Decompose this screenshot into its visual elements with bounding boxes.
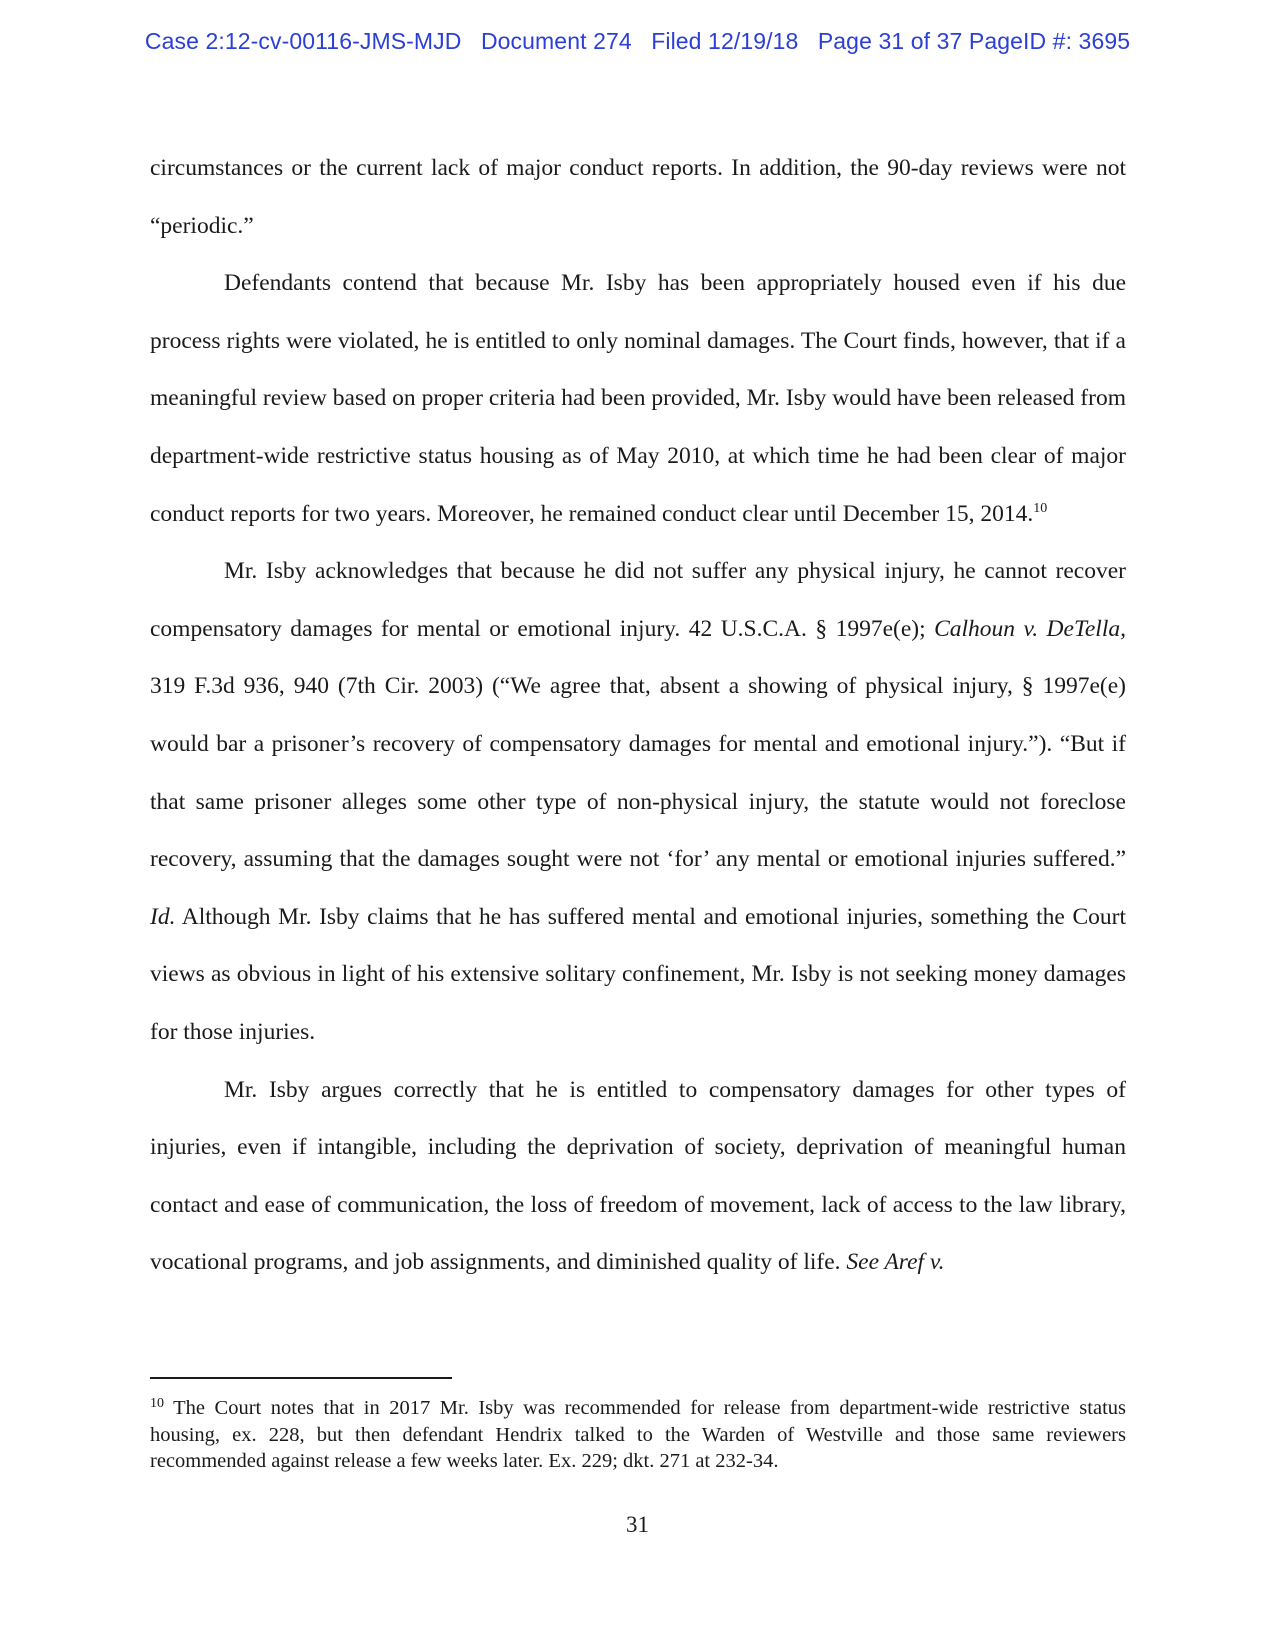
opinion-body xyxy=(150,140,1126,1292)
paragraph-2-text: Defendants contend that because Mr. Isby has been appropriately housed even if his due process rights were violated, he is entitled to only nominal damages. The Court finds, however, that if a meaningful review based on proper criteria had been provided, Mr. Isby would have been released from department-wide restrictive status housing as of May 2010, at which time he had been clear of major conduct reports for two years. Moreover, he remained conduct clear until December 15, 2014. xyxy=(150,270,1126,527)
footnote-reference: 10 xyxy=(1033,500,1048,516)
id-citation: Id. xyxy=(150,903,176,930)
case-citation-calhoun: Calhoun v. DeTella, xyxy=(934,615,1126,642)
paragraph-3-text-2: 319 F.3d 936, 940 (7th Cir. 2003) (“We agree that, absent a showing of physical injury, § 1997e(e) would bar a prisoner’s recovery of compensatory damages for mental and emotional injury.”). “But if that same prisoner alleges some other type of non-physical injury, the statute would not foreclose recovery, assuming that the damages sought were not ‘for’ any mental or emotional injuries suffered.” xyxy=(150,673,1126,873)
paragraph-3 xyxy=(150,543,1126,1061)
paragraph-4-text: Mr. Isby argues correctly that he is entitled to compensatory damages for other types of injuries, even if intangible, including the deprivation of society, deprivation of meaningful human contact and ease of communication, the loss of freedom of movement, lack of access to the law library, vocational programs, and job assignments, and diminished quality of life. xyxy=(150,1076,1126,1276)
footnote-separator xyxy=(150,1377,452,1379)
paragraph-4 xyxy=(150,1062,1126,1292)
paragraph-3-text-1: Mr. Isby acknowledges that because he did not suffer any physical injury, he cannot recover compensatory damages for mental or emotional injury. 42 U.S.C.A. § 1997e(e); xyxy=(150,558,1126,642)
footnote-text: The Court notes that in 2017 Mr. Isby was recommended for release from department-wide restrictive status housing, ex. 228, but then defendant Hendrix talked to the Warden of Westville and those same reviewers recommended against release a few weeks later. Ex. 229; dkt. 271 at 232-34. xyxy=(150,1397,1126,1472)
page-number: 31 xyxy=(626,1512,649,1537)
see-citation-aref: See Aref v. xyxy=(846,1249,945,1276)
footnote-10 xyxy=(150,1395,1126,1475)
paragraph-2 xyxy=(150,255,1126,543)
footnote-number: 10 xyxy=(150,1396,164,1411)
paragraph-3-text-3: Although Mr. Isby claims that he has suffered mental and emotional injuries, something the Court views as obvious in light of his extensive solitary confinement, Mr. Isby is not seeking money damages for those injuries. xyxy=(150,903,1126,1045)
case-header-stamp: Case 2:12-cv-00116-JMS-MJD Document 274 Filed 12/19/18 Page 31 of 37 PageID #: 3695 xyxy=(144,28,1131,54)
paragraph-1: circumstances or the current lack of major conduct reports. In addition, the 90-day reviews were not “periodic.” xyxy=(150,155,1126,239)
